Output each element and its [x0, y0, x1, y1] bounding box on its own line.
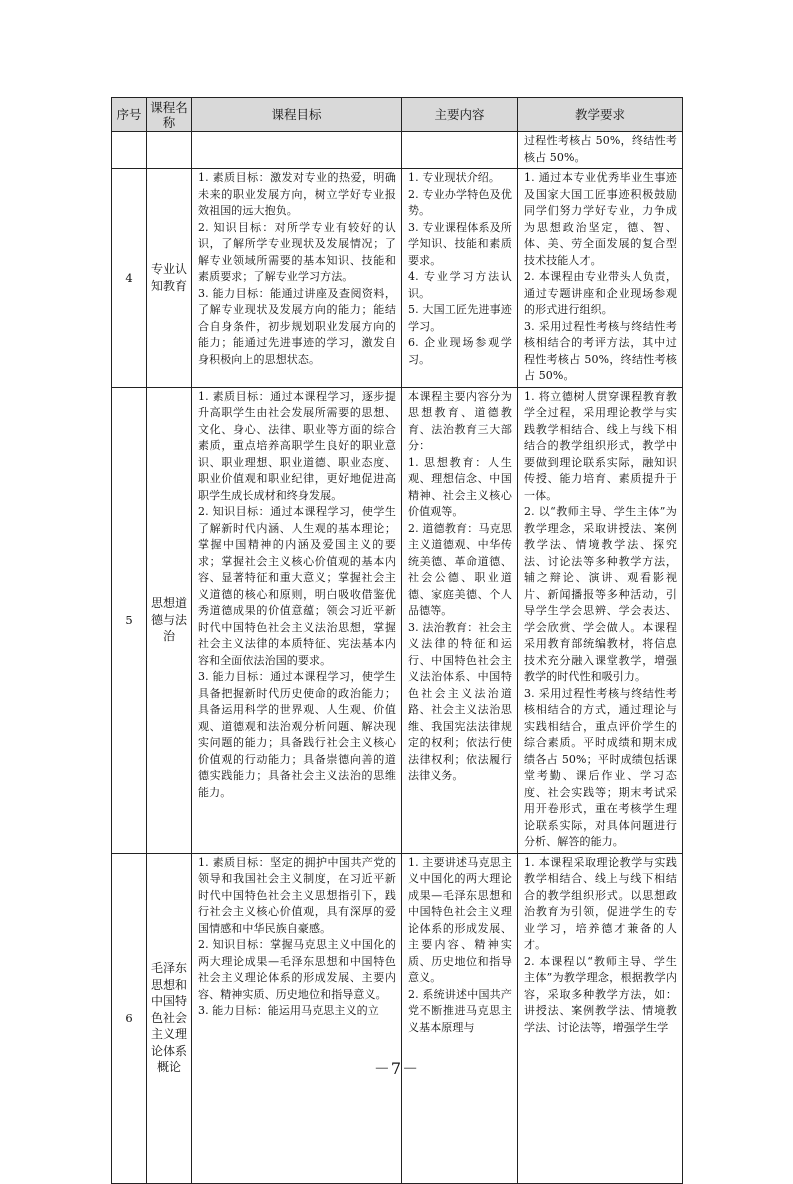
requirements-cell — [518, 387, 683, 853]
table-row-continued — [112, 132, 683, 169]
table-row — [112, 853, 683, 1183]
requirements-item: 1. 本课程采取理论教学与实践教学相结合、线上与线下相结合的教学组织形式。以思想政治教育为引领，促进学生的专业学习，培养德才兼备的人才。 — [524, 855, 677, 951]
goal-item: 2. 知识目标：通过本课程学习，使学生了解新时代内涵、人生观的基本理论；掌握中国精神的内涵及爱国主义的要求；掌握社会主义核心价值观的基本内容、显著特征和重大意义；掌握社会主义道德的核心和原则，明白吸收借鉴优秀道德成果的价值意蕴；领会习近平新时代中国特色社会主义法治思想，掌握社会主义法律的本质特征、宪法基本内容和全面依法治国的要求。 — [198, 505, 396, 667]
content-item: 本课程主要内容分为思想教育、道德教育、法治教育三大部分： — [408, 389, 512, 452]
course-goals-cell — [192, 169, 402, 388]
content-item: 1. 思想教育：人生观、理想信念、中国精神、社会主义核心价值观等。 — [408, 455, 512, 518]
content-item: 3. 专业课程体系及所学知识、技能和素质要求。 — [408, 220, 512, 267]
content-item: 2. 系统讲述中国共产党不断推进马克思主义基本原理与 — [408, 987, 512, 1034]
goal-item: 3. 能力目标：能通过讲座及查阅资料，了解专业现状及发展方向的能力；能结合自身条件，初步规划职业发展方向的能力；能通过先进事迹的学习，激发自身积极向上的思想状态。 — [198, 286, 396, 366]
requirements-item: 3. 采用过程性考核与终结性考核相结合的考评方法，其中过程性考核占 50%，终结性考核占 50%。 — [524, 319, 677, 382]
requirements-item: 过程性考核占 50%，终结性考核占 50%。 — [524, 134, 677, 164]
table-header-row — [112, 98, 683, 132]
page-number: －7－ — [373, 1059, 420, 1078]
main-content-cell — [402, 853, 518, 1183]
row-number: 5 — [112, 387, 147, 853]
goal-item: 1. 素质目标：坚定的拥护中国共产党的领导和我国社会主义制度，在习近平新时代中国特色社会主义思想指引下，践行社会主义核心价值观，具有深厚的爱国情感和中华民族自豪感。 — [198, 855, 396, 935]
requirements-item: 2. 本课程以“教师主导、学生主体”为教学理念，根据教学内容，采取多种教学方法，如：讲授法、案例教学法、情境教学法、讨论法等，增强学生学 — [524, 954, 677, 1034]
content-item: 2. 专业办学特色及优势。 — [408, 187, 512, 217]
content-item: 1. 主要讲述马克思主义中国化的两大理论成果—毛泽东思想和中国特色社会主义理论体系的形成发展、主要内容、精神实质、历史地位和指导意义。 — [408, 855, 512, 984]
main-content-cell — [402, 387, 518, 853]
course-goals-cell — [192, 853, 402, 1183]
row-number: 6 — [112, 853, 147, 1183]
goal-item: 1. 素质目标：通过本课程学习，逐步提升高职学生由社会发展所需要的思想、文化、身心、法律、职业等方面的综合素质，重点培养高职学生良好的职业意识、职业理想、职业道德、职业态度、职业价值观和职业纪律，更好地促进高职学生成长成材和终身发展。 — [198, 389, 396, 502]
course-table — [111, 97, 683, 1184]
header-course-name: 课程名称 — [147, 98, 192, 132]
content-item: 3. 法治教育：社会主义法律的特征和运行、中国特色社会主义法治体系、中国特色社会主义法治道路、社会主义法治思维、我国宪法法律规定的权利；依法行使法律权利；依法履行法律义务。 — [408, 620, 512, 782]
requirements-cell — [518, 169, 683, 388]
header-no: 序号 — [112, 98, 147, 132]
header-main-content: 主要内容 — [402, 98, 518, 132]
requirements-item: 2. 本课程由专业带头人负责，通过专题讲座和企业现场参观的形式进行组织。 — [524, 270, 677, 316]
content-item: 6. 企业现场参观学习。 — [408, 336, 512, 366]
requirements-cell — [518, 853, 683, 1183]
header-teaching-requirements: 教学要求 — [518, 98, 683, 132]
content-item: 2. 道德教育：马克思主义道德观、中华传统美德、革命道德、社会公德、职业道德、家庭美德、个人品德等。 — [408, 521, 512, 617]
requirements-item: 1. 将立德树人贯穿课程教育教学全过程，采用理论教学与实践教学相结合、线上与线下相结合的教学组织形式，教学中要做到理论联系实际，融知识传授、能力培育、素质提升于一体。 — [524, 389, 677, 502]
content-item: 5. 大国工匠先进事迹学习。 — [408, 303, 512, 333]
content-item: 1. 专业现状介绍。 — [408, 171, 500, 184]
table-row — [112, 387, 683, 853]
requirements-item: 1. 通过本专业优秀毕业生事迹及国家大国工匠事迹积极鼓励同学们努力学好专业，力争成为思想政治坚定，德、智、体、美、劳全面发展的复合型技术技能人才。 — [524, 171, 677, 267]
course-name: 专业认知教育 — [147, 169, 192, 388]
header-course-goals: 课程目标 — [192, 98, 402, 132]
course-goals-cell — [192, 387, 402, 853]
requirements-cell — [518, 132, 683, 169]
requirements-item: 3. 采用过程性考核与终结性考核相结合的方式，通过理论与实践相结合，重点评价学生的综合素质。平时成绩和期末成绩各占 50%；平时成绩包括课堂考勤、课后作业、学习态度、社会实践等；期末考试采用开卷形式，重在考核学生理论联系实际，对具体问题进行分析、解答的能力。 — [524, 686, 677, 848]
goal-item: 2. 知识目标：对所学专业有较好的认识，了解所学专业现状及发展情况；了解专业领域所需要的基本知识、技能和素质要求；了解专业学习方法。 — [198, 220, 396, 283]
course-name: 毛泽东思想和中国特色社会主义理论体系概论 — [147, 853, 192, 1183]
content-item: 4. 专业学习方法认识。 — [408, 270, 512, 300]
goal-item: 3. 能力目标：通过本课程学习，使学生具备把握新时代历史使命的政治能力；具备运用科学的世界观、人生观、价值观、道德观和法治观分析问题、解决现实问题的能力；具备践行社会主义核心价值观的行动能力；具备崇德向善的道德实践能力；具备社会主义法治的思维能力。 — [198, 670, 396, 799]
goal-item: 3. 能力目标：能运用马克思主义的立 — [198, 1004, 379, 1017]
table-row — [112, 169, 683, 388]
goal-item: 1. 素质目标：激发对专业的热爱，明确未来的职业发展方向，树立学好专业报效祖国的远大抱负。 — [198, 171, 396, 217]
goal-item: 2. 知识目标：掌握马克思主义中国化的两大理论成果—毛泽东思想和中国特色社会主义理论体系的形成发展、主要内容、精神实质、历史地位和指导意义。 — [198, 938, 396, 1001]
main-content-cell — [402, 169, 518, 388]
requirements-item: 2. 以“教师主导、学生主体”为教学理念，采取讲授法、案例教学法、情境教学法、探究法、讨论法等多种教学方法，辅之辩论、演讲、观看影视片、新闻播报等多种活动，引导学生学会思辨、学会表达、学会欣赏、学会做人。本课程采用教育部统编教材，将信息技术充分融入课堂教学，增强教学的时代性和吸引力。 — [524, 505, 677, 683]
row-number: 4 — [112, 169, 147, 388]
course-name: 思想道德与法治 — [147, 387, 192, 853]
